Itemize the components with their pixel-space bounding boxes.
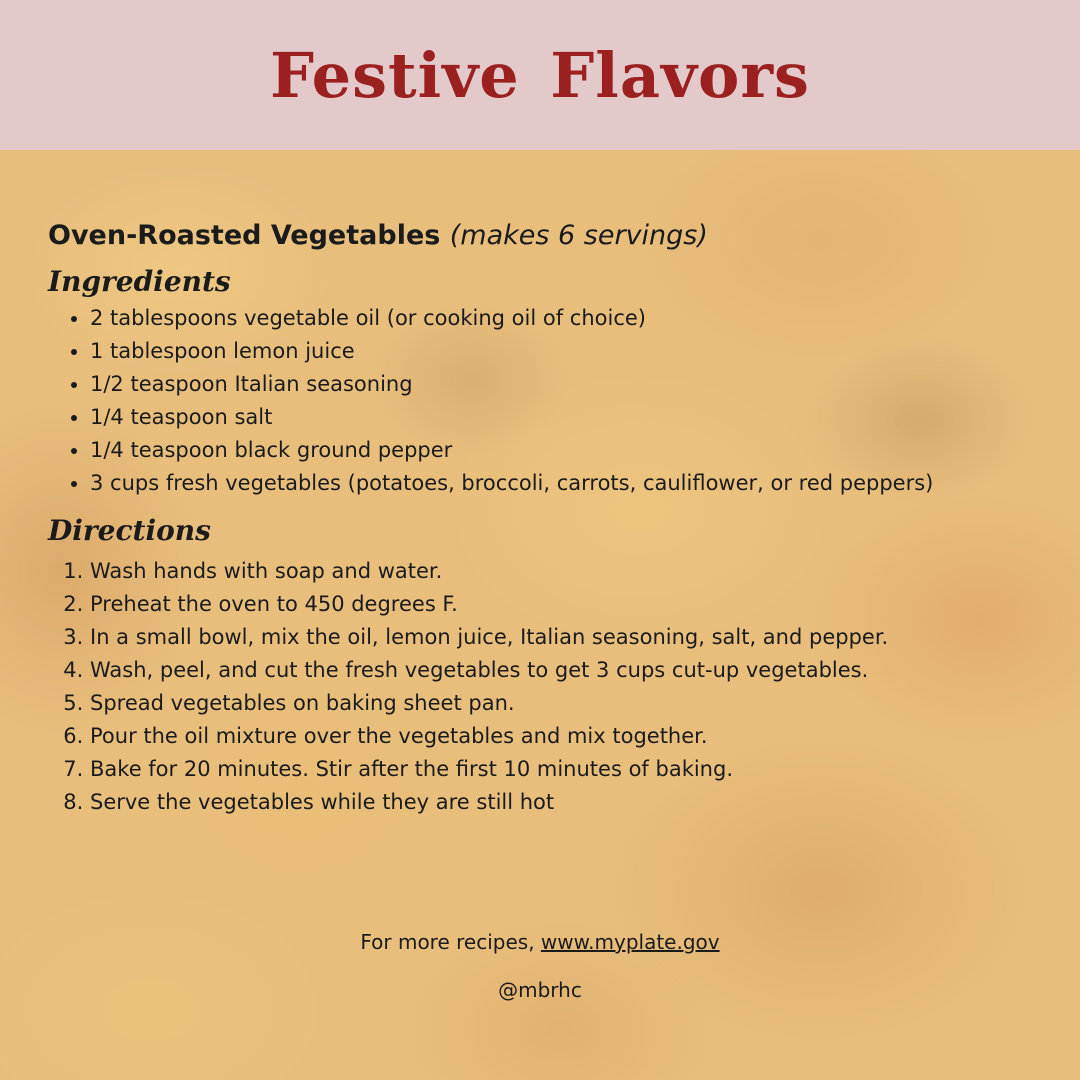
- ingredient-item: • 1/4 teaspoon black ground pepper: [90, 434, 1038, 467]
- ingredient-item: • 1/4 teaspoon salt: [90, 401, 1038, 434]
- page-title: Festive Flavors: [270, 38, 810, 112]
- more-recipes-line: [0, 930, 1080, 954]
- directions-heading: Directions: [48, 514, 211, 547]
- ingredients-heading: Ingredients: [48, 265, 231, 298]
- recipe-name: Oven-Roasted Vegetables: [48, 220, 441, 251]
- more-recipes-text: For more recipes,: [360, 930, 535, 954]
- direction-step: 4. Wash, peel, and cut the fresh vegetables to get 3 cups cut-up vegetables.: [90, 654, 1038, 687]
- direction-step: 6. Pour the oil mixture over the vegetables and mix together.: [90, 720, 1038, 753]
- myplate-link[interactable]: www.myplate.gov: [540, 930, 720, 954]
- ingredient-item: • 1 tablespoon lemon juice: [90, 335, 1038, 368]
- direction-step: 1. Wash hands with soap and water.: [90, 555, 1038, 588]
- ingredients-list: [48, 302, 1038, 500]
- direction-step: 8. Serve the vegetables while they are still hot: [90, 786, 1038, 819]
- recipe-card: [48, 220, 1038, 819]
- direction-step: 3. In a small bowl, mix the oil, lemon juice, Italian seasoning, salt, and pepper.: [90, 621, 1038, 654]
- direction-step: 7. Bake for 20 minutes. Stir after the first 10 minutes of baking.: [90, 753, 1038, 786]
- recipe-servings: (makes 6 servings): [449, 220, 708, 251]
- header-banner: [0, 0, 1080, 150]
- ingredient-item: • 3 cups fresh vegetables (potatoes, broccoli, carrots, cauliflower, or red peppers): [90, 467, 1038, 500]
- ingredient-item: • 2 tablespoons vegetable oil (or cooking oil of choice): [90, 302, 1038, 335]
- ingredient-item: • 1/2 teaspoon Italian seasoning: [90, 368, 1038, 401]
- footer: [0, 930, 1080, 1002]
- directions-list: [48, 555, 1038, 819]
- recipe-title: [48, 220, 1038, 251]
- social-handle: @mbrhc: [498, 978, 582, 1002]
- direction-step: 2. Preheat the oven to 450 degrees F.: [90, 588, 1038, 621]
- direction-step: 5. Spread vegetables on baking sheet pan.: [90, 687, 1038, 720]
